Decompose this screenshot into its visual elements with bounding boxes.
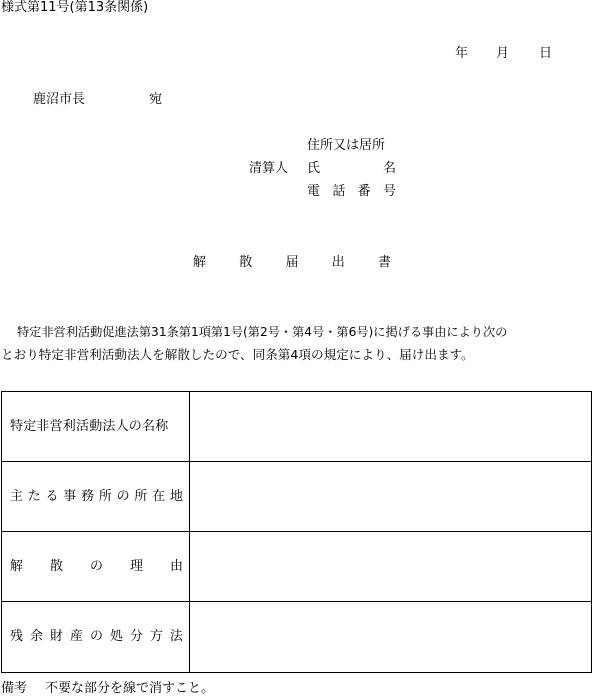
date-month: 月: [496, 46, 510, 61]
label-char: の: [116, 488, 130, 504]
table-row: [2, 462, 592, 532]
label-char: 残: [10, 629, 24, 644]
label-char: 事: [63, 488, 77, 504]
title-char: 解: [193, 255, 207, 270]
row-label-cell: [2, 392, 190, 462]
addressee-name: 鹿沼市長: [33, 92, 86, 107]
label-char: 分: [129, 629, 143, 644]
corporation-name-field[interactable]: [190, 392, 592, 462]
dissolution-reason-field[interactable]: [190, 532, 592, 602]
body-line-2: とおり特定非営利活動法人を解散したので、同条第4項の規定により、届け出ます。: [1, 347, 474, 362]
name-label: [307, 161, 396, 177]
document-title: [193, 255, 391, 271]
label-char: 主: [10, 488, 24, 504]
row-label-cell: [2, 602, 190, 673]
addressee-suffix: 宛: [149, 92, 163, 107]
phone-label: [307, 184, 396, 200]
table-row: [2, 602, 592, 673]
title-char: 届: [285, 255, 299, 270]
title-char: 出: [331, 255, 345, 270]
name-label-char: 氏: [307, 161, 321, 176]
phone-label-char: 話: [332, 184, 346, 199]
label-char: 散: [49, 558, 63, 574]
label-char: の: [89, 629, 103, 644]
form-table: [1, 391, 592, 673]
row-label-cell: [2, 462, 190, 532]
label-char: 産: [69, 629, 83, 644]
label-char: 地: [169, 488, 183, 504]
applicant-role: 清算人: [249, 161, 289, 176]
label-char: 在: [152, 488, 166, 504]
row-label-dissolution-reason: [2, 559, 189, 575]
residual-assets-field[interactable]: [190, 602, 592, 673]
form-number: 様式第11号(第13条関係): [1, 0, 149, 15]
phone-label-char: 号: [382, 184, 396, 199]
label-char: の: [89, 558, 103, 574]
label-char: 務: [81, 488, 95, 504]
main-office-field[interactable]: [190, 462, 592, 532]
title-char: 書: [377, 255, 391, 270]
label-char: 解: [10, 558, 24, 574]
address-label: 住所又は居所: [307, 138, 386, 153]
body-line-1: 特定非営利活動促進法第31条第1項第1号(第2号・第4号・第6号)に掲げる事由により次の: [17, 325, 508, 339]
label-char: 理: [129, 558, 143, 574]
note-text: 不要な部分を線で消すこと。: [45, 681, 215, 696]
phone-label-char: 電: [307, 184, 321, 199]
label-char: る: [45, 488, 59, 504]
label-char: 処: [109, 629, 123, 644]
label-char: 法: [169, 629, 183, 644]
label-char: 方: [149, 629, 163, 644]
name-label-char: 名: [382, 161, 396, 176]
phone-label-char: 番: [357, 184, 371, 199]
note-label: 備考: [1, 681, 28, 696]
row-label-corporation-name: 特定非営利活動法人の名称: [10, 418, 169, 434]
row-label-cell: [2, 532, 190, 602]
label-char: た: [27, 488, 41, 504]
label-char: 所: [98, 488, 112, 504]
date-day: 日: [539, 46, 553, 61]
date-year: 年: [455, 46, 469, 61]
table-row: [2, 532, 592, 602]
row-label-residual-assets: [2, 629, 189, 645]
row-label-main-office: [2, 489, 189, 505]
label-char: 余: [29, 629, 43, 644]
table-row: [2, 392, 592, 462]
label-char: 所: [134, 488, 148, 504]
label-char: 由: [169, 558, 183, 574]
label-char: 財: [49, 629, 63, 644]
title-char: 散: [239, 255, 253, 270]
